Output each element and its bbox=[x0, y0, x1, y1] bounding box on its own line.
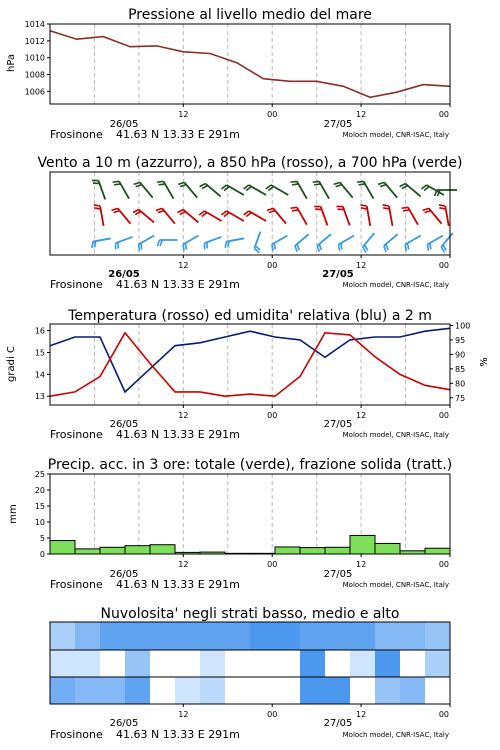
cloud-cell bbox=[125, 650, 150, 677]
barb-feather bbox=[114, 184, 120, 185]
y-tick-label: 1008 bbox=[24, 70, 45, 80]
wind-barb bbox=[157, 240, 177, 246]
temperature-x-axis bbox=[178, 405, 450, 420]
precip-title: Precip. acc. in 3 ore: totale (verde), frazione solida (tratt.) bbox=[47, 457, 453, 473]
barb-feather bbox=[313, 181, 319, 182]
humidity-y-axis bbox=[450, 321, 470, 402]
cloud-cell bbox=[300, 677, 325, 704]
panel-clouds bbox=[50, 606, 450, 741]
barb-feather bbox=[386, 244, 388, 250]
cloud-cell bbox=[300, 650, 325, 677]
wind-barb bbox=[357, 181, 373, 198]
y-tick-label: 10 bbox=[34, 518, 45, 527]
barb-feather bbox=[400, 184, 406, 187]
precip-ylabel: mm bbox=[8, 504, 19, 524]
cloud-cell bbox=[425, 650, 450, 677]
y-tick-label: 20 bbox=[34, 486, 45, 495]
cloud-cell bbox=[425, 622, 450, 650]
wind-barb bbox=[334, 182, 353, 197]
cloud-cell bbox=[300, 622, 325, 650]
wind-barb bbox=[402, 207, 418, 224]
x-tick-label: 00 bbox=[267, 411, 278, 420]
cloud-cell bbox=[275, 622, 300, 650]
barb-feather bbox=[314, 184, 320, 185]
barb-feather bbox=[200, 184, 206, 187]
y-tick-label: 1006 bbox=[24, 87, 45, 97]
barb-feather bbox=[157, 181, 163, 182]
wind-barb bbox=[134, 182, 153, 197]
station-coords: 41.63 N 13.33 E 291m bbox=[116, 128, 240, 141]
wind-barb bbox=[225, 238, 244, 247]
precip-date-2: 27/05 bbox=[323, 569, 353, 580]
barb-feather bbox=[384, 246, 386, 252]
x-tick-label: 12 bbox=[178, 560, 189, 569]
cloud-cell bbox=[100, 622, 125, 650]
precip-frame bbox=[50, 474, 450, 554]
wind-barb bbox=[178, 182, 197, 197]
temperature-ylabel: gradi C bbox=[6, 346, 17, 382]
barb-feather bbox=[408, 243, 409, 249]
barb-feather bbox=[319, 244, 321, 250]
barb-feather bbox=[185, 243, 186, 249]
barb-feather bbox=[113, 181, 119, 182]
wind-barb bbox=[405, 236, 421, 251]
clouds-date-1: 26/05 bbox=[109, 718, 139, 729]
barb-feather bbox=[292, 210, 298, 211]
wind-date-2: 27/05 bbox=[322, 269, 354, 280]
cloud-cell bbox=[75, 677, 100, 704]
pressure-y-axis bbox=[25, 20, 50, 96]
barb-feather bbox=[112, 208, 118, 210]
barb-feather bbox=[403, 210, 409, 211]
x-tick-label: 00 bbox=[267, 560, 278, 569]
station-coords: 41.63 N 13.33 E 291m bbox=[116, 428, 240, 441]
wind-barb bbox=[157, 181, 173, 198]
barb-feather bbox=[228, 241, 229, 247]
cloud-cell bbox=[250, 650, 275, 677]
barb-feather bbox=[269, 211, 275, 213]
barb-feather bbox=[290, 207, 296, 208]
x-tick-label: 12 bbox=[356, 411, 367, 420]
wind-barb bbox=[317, 234, 331, 252]
barb-feather bbox=[423, 208, 429, 210]
temperature-frame bbox=[50, 324, 450, 405]
temperature-grid bbox=[94, 324, 405, 405]
wind-barb bbox=[400, 184, 421, 197]
wind-barb bbox=[116, 237, 133, 250]
x-tick-label: 12 bbox=[178, 261, 189, 270]
precip-bar bbox=[150, 545, 175, 554]
barb-feather bbox=[95, 241, 96, 247]
barb-feather bbox=[357, 181, 363, 182]
panel-temperature bbox=[6, 308, 490, 441]
cloud-cell bbox=[150, 622, 175, 650]
clouds-title: Nuvolosita' negli strati basso, medio e alto bbox=[100, 606, 400, 622]
wind-barb bbox=[156, 208, 175, 223]
barb-feather bbox=[427, 245, 428, 251]
x-tick-label: 12 bbox=[178, 411, 189, 420]
wind-barb bbox=[363, 233, 375, 252]
station-name: Frosinone bbox=[50, 128, 103, 141]
clouds-heatmap bbox=[50, 622, 450, 704]
cloud-cell bbox=[400, 650, 425, 677]
barb-feather bbox=[439, 205, 445, 206]
cloud-cell bbox=[175, 622, 200, 650]
cloud-cell bbox=[350, 622, 375, 650]
barb-shaft bbox=[429, 208, 442, 223]
precip-bar bbox=[325, 547, 350, 554]
model-credit: Moloch model, CNR-ISAC, Italy bbox=[342, 431, 449, 439]
y-tick-label: 75 bbox=[455, 393, 466, 403]
x-tick-label: 00 bbox=[438, 560, 449, 569]
x-tick-label: 00 bbox=[438, 710, 449, 719]
cloud-cell bbox=[325, 650, 350, 677]
x-tick-label: 12 bbox=[356, 110, 367, 119]
y-tick-label: 25 bbox=[34, 470, 45, 479]
wind-title: Vento a 10 m (azzurro), a 850 hPa (rosso), a 700 hPa (verde) bbox=[37, 155, 463, 171]
station-coords: 41.63 N 13.33 E 291m bbox=[116, 278, 240, 291]
wind-barb bbox=[383, 205, 393, 226]
barb-feather bbox=[359, 184, 365, 185]
wind-barb bbox=[427, 236, 443, 251]
barb-feather bbox=[274, 243, 275, 249]
barb-feather bbox=[133, 210, 139, 213]
barb-feather bbox=[156, 208, 162, 210]
barb-feather bbox=[430, 243, 431, 249]
humidity-ylabel: % bbox=[479, 357, 490, 367]
temperature-date-2: 27/05 bbox=[323, 419, 353, 430]
panel-precipitation bbox=[8, 457, 452, 591]
wind-barb bbox=[183, 236, 199, 251]
cloud-cell bbox=[200, 677, 225, 704]
wind-barb bbox=[254, 232, 260, 253]
cloud-cell bbox=[275, 677, 300, 704]
precip-bar bbox=[125, 546, 150, 554]
wind-barb bbox=[244, 211, 266, 221]
barb-feather bbox=[425, 211, 431, 213]
barb-feather bbox=[225, 242, 226, 248]
pressure-line bbox=[50, 31, 450, 98]
pressure-x-axis bbox=[178, 104, 450, 119]
y-tick-label: 95 bbox=[455, 335, 466, 345]
barb-feather bbox=[295, 246, 297, 252]
barb-feather bbox=[402, 186, 408, 189]
cloud-cell bbox=[375, 622, 400, 650]
temperature-title: Temperatura (rosso) ed umidita' relativa (blu) a 2 m bbox=[68, 308, 432, 324]
temperature-humidity-series bbox=[50, 328, 450, 396]
cloud-cell bbox=[375, 677, 400, 704]
wind-barb bbox=[112, 208, 131, 223]
barb-feather bbox=[183, 245, 184, 251]
barb-feather bbox=[158, 211, 164, 213]
wind-barb bbox=[139, 236, 155, 251]
y-tick-label: 1012 bbox=[24, 36, 45, 46]
cloud-cell bbox=[125, 622, 150, 650]
barb-feather bbox=[202, 186, 208, 189]
station-name: Frosinone bbox=[50, 428, 103, 441]
station-name: Frosinone bbox=[50, 578, 103, 591]
precip-bar bbox=[75, 549, 100, 554]
barb-feather bbox=[113, 211, 119, 213]
wind-barb bbox=[133, 210, 154, 223]
cloud-cell bbox=[325, 677, 350, 704]
barb-feather bbox=[159, 184, 165, 185]
cloud-cell bbox=[225, 677, 250, 704]
precip-bar bbox=[300, 548, 325, 554]
cloud-cell bbox=[375, 650, 400, 677]
barb-feather bbox=[180, 185, 186, 187]
wind-date-1: 26/05 bbox=[108, 269, 140, 280]
wind-barb bbox=[423, 208, 442, 223]
cloud-cell bbox=[350, 677, 375, 704]
y-tick-label: 1014 bbox=[24, 20, 45, 29]
y-tick-label: 15 bbox=[34, 348, 45, 358]
y-tick-label: 13 bbox=[34, 392, 45, 402]
barb-feather bbox=[297, 244, 299, 250]
pressure-date-1: 26/05 bbox=[109, 119, 139, 130]
cloud-cell bbox=[175, 677, 200, 704]
x-tick-label: 00 bbox=[438, 261, 449, 270]
precip-bar bbox=[425, 548, 450, 554]
barb-feather bbox=[134, 182, 140, 184]
precip-y-axis bbox=[35, 470, 50, 559]
wind-barb bbox=[313, 181, 329, 198]
precip-bar bbox=[50, 541, 75, 554]
pressure-series bbox=[50, 31, 450, 98]
y-tick-label: 100 bbox=[455, 321, 471, 331]
temperature-date-1: 26/05 bbox=[109, 419, 139, 430]
wind-barb bbox=[113, 181, 129, 198]
barb-feather bbox=[290, 181, 296, 182]
cloud-cell bbox=[425, 677, 450, 704]
y-tick-label: 90 bbox=[455, 350, 466, 360]
barb-feather bbox=[380, 185, 386, 187]
panel-wind bbox=[37, 155, 462, 291]
precip-bar bbox=[375, 543, 400, 554]
barb-feather bbox=[136, 185, 142, 187]
barb-feather bbox=[272, 245, 273, 251]
barb-feather bbox=[139, 245, 140, 251]
precip-bars bbox=[50, 535, 450, 554]
wind-barb bbox=[221, 211, 243, 221]
y-tick-label: 0 bbox=[39, 550, 45, 559]
wind-barb bbox=[267, 208, 286, 223]
model-credit: Moloch model, CNR-ISAC, Italy bbox=[342, 581, 449, 589]
wind-barb bbox=[94, 205, 104, 226]
wind-barb bbox=[339, 236, 355, 251]
cloud-cell bbox=[400, 677, 425, 704]
y-tick-label: 85 bbox=[455, 364, 466, 374]
wind-barb bbox=[205, 237, 222, 250]
pressure-date-2: 27/05 bbox=[323, 119, 353, 130]
wind-barb bbox=[360, 205, 370, 226]
wind-barb bbox=[200, 184, 221, 197]
x-tick-label: 00 bbox=[267, 710, 278, 719]
temperature-line bbox=[50, 333, 450, 396]
y-tick-label: 80 bbox=[455, 379, 466, 389]
cloud-cell bbox=[150, 650, 175, 677]
precip-bar bbox=[275, 547, 300, 554]
barb-feather bbox=[94, 205, 100, 206]
barb-feather bbox=[341, 243, 342, 249]
precip-bar bbox=[100, 547, 125, 554]
cloud-cell bbox=[400, 622, 425, 650]
wind-barb bbox=[266, 185, 288, 195]
x-tick-label: 12 bbox=[356, 710, 367, 719]
wind-barb bbox=[199, 211, 221, 221]
wind-barb bbox=[290, 207, 306, 224]
cloud-cell bbox=[250, 677, 275, 704]
wind-barb bbox=[336, 206, 349, 225]
cloud-cell bbox=[225, 650, 250, 677]
wind-barb bbox=[221, 185, 243, 195]
cloud-cell bbox=[275, 650, 300, 677]
cloud-cell bbox=[200, 650, 225, 677]
model-credit: Moloch model, CNR-ISAC, Italy bbox=[342, 731, 449, 739]
cloud-cell bbox=[75, 650, 100, 677]
y-tick-label: 15 bbox=[34, 502, 45, 511]
precip-date-1: 26/05 bbox=[109, 569, 139, 580]
y-tick-label: 16 bbox=[34, 326, 45, 336]
wind-barb bbox=[295, 234, 309, 252]
barb-feather bbox=[92, 242, 93, 248]
barb-feather bbox=[292, 184, 298, 185]
cloud-cell bbox=[50, 677, 75, 704]
barb-feather bbox=[383, 205, 389, 206]
y-tick-label: 5 bbox=[39, 534, 45, 543]
cloud-cell bbox=[50, 622, 75, 650]
wind-barbs bbox=[92, 180, 457, 252]
wind-barb bbox=[272, 236, 288, 251]
x-tick-label: 12 bbox=[178, 710, 189, 719]
x-tick-label: 12 bbox=[356, 560, 367, 569]
x-tick-label: 00 bbox=[438, 110, 449, 119]
wind-barb bbox=[290, 181, 306, 198]
barb-feather bbox=[378, 182, 384, 184]
barb-shaft bbox=[227, 185, 244, 195]
cloud-cell bbox=[100, 650, 125, 677]
clouds-x-axis bbox=[178, 704, 450, 719]
barb-feather bbox=[177, 210, 183, 213]
wind-barb bbox=[177, 210, 198, 223]
wind-barb bbox=[435, 190, 457, 196]
barb-feather bbox=[317, 246, 319, 252]
station-name: Frosinone bbox=[50, 278, 103, 291]
station-coords: 41.63 N 13.33 E 291m bbox=[116, 728, 240, 741]
wind-x-axis bbox=[178, 255, 450, 270]
barb-feather bbox=[336, 185, 342, 187]
barb-feather bbox=[402, 207, 408, 208]
cloud-cell bbox=[125, 677, 150, 704]
barb-feather bbox=[178, 182, 184, 184]
model-credit: Moloch model, CNR-ISAC, Italy bbox=[342, 281, 449, 289]
footer-5 bbox=[50, 728, 449, 741]
cloud-cell bbox=[225, 622, 250, 650]
panel-pressure bbox=[6, 7, 450, 141]
x-tick-label: 00 bbox=[438, 411, 449, 420]
clouds-date-2: 27/05 bbox=[323, 718, 353, 729]
cloud-cell bbox=[100, 677, 125, 704]
cloud-cell bbox=[50, 650, 75, 677]
pressure-ylabel: hPa bbox=[6, 53, 17, 73]
barb-feather bbox=[135, 212, 141, 215]
cloud-cell bbox=[175, 650, 200, 677]
cloud-cell bbox=[150, 677, 175, 704]
y-tick-label: 1010 bbox=[24, 53, 45, 63]
cloud-cell bbox=[75, 622, 100, 650]
barb-feather bbox=[360, 205, 366, 206]
barb-feather bbox=[157, 240, 159, 246]
barb-feather bbox=[180, 212, 186, 215]
wind-barb bbox=[384, 234, 398, 252]
cloud-cell bbox=[200, 622, 225, 650]
precip-bar bbox=[350, 535, 375, 554]
cloud-cell bbox=[250, 622, 275, 650]
x-tick-label: 00 bbox=[267, 110, 278, 119]
model-credit: Moloch model, CNR-ISAC, Italy bbox=[342, 131, 449, 139]
barb-feather bbox=[141, 243, 142, 249]
temperature-y-axis bbox=[35, 327, 50, 402]
station-name: Frosinone bbox=[50, 728, 103, 741]
barb-feather bbox=[405, 245, 406, 251]
cloud-cell bbox=[350, 650, 375, 677]
precip-x-axis bbox=[178, 554, 450, 569]
x-tick-label: 12 bbox=[178, 110, 189, 119]
cloud-cell bbox=[325, 622, 350, 650]
barb-shaft bbox=[272, 236, 288, 245]
x-tick-label: 12 bbox=[356, 261, 367, 270]
station-coords: 41.63 N 13.33 E 291m bbox=[116, 578, 240, 591]
barb-shaft bbox=[227, 211, 244, 221]
barb-feather bbox=[339, 245, 340, 251]
y-tick-label: 14 bbox=[34, 370, 45, 380]
x-tick-label: 00 bbox=[267, 261, 278, 270]
barb-feather bbox=[334, 182, 340, 184]
pressure-title: Pressione al livello medio del mare bbox=[128, 7, 372, 23]
pressure-frame bbox=[50, 24, 450, 104]
wind-barb bbox=[244, 185, 266, 195]
wind-barb bbox=[92, 238, 111, 247]
wind-barb bbox=[378, 182, 397, 197]
